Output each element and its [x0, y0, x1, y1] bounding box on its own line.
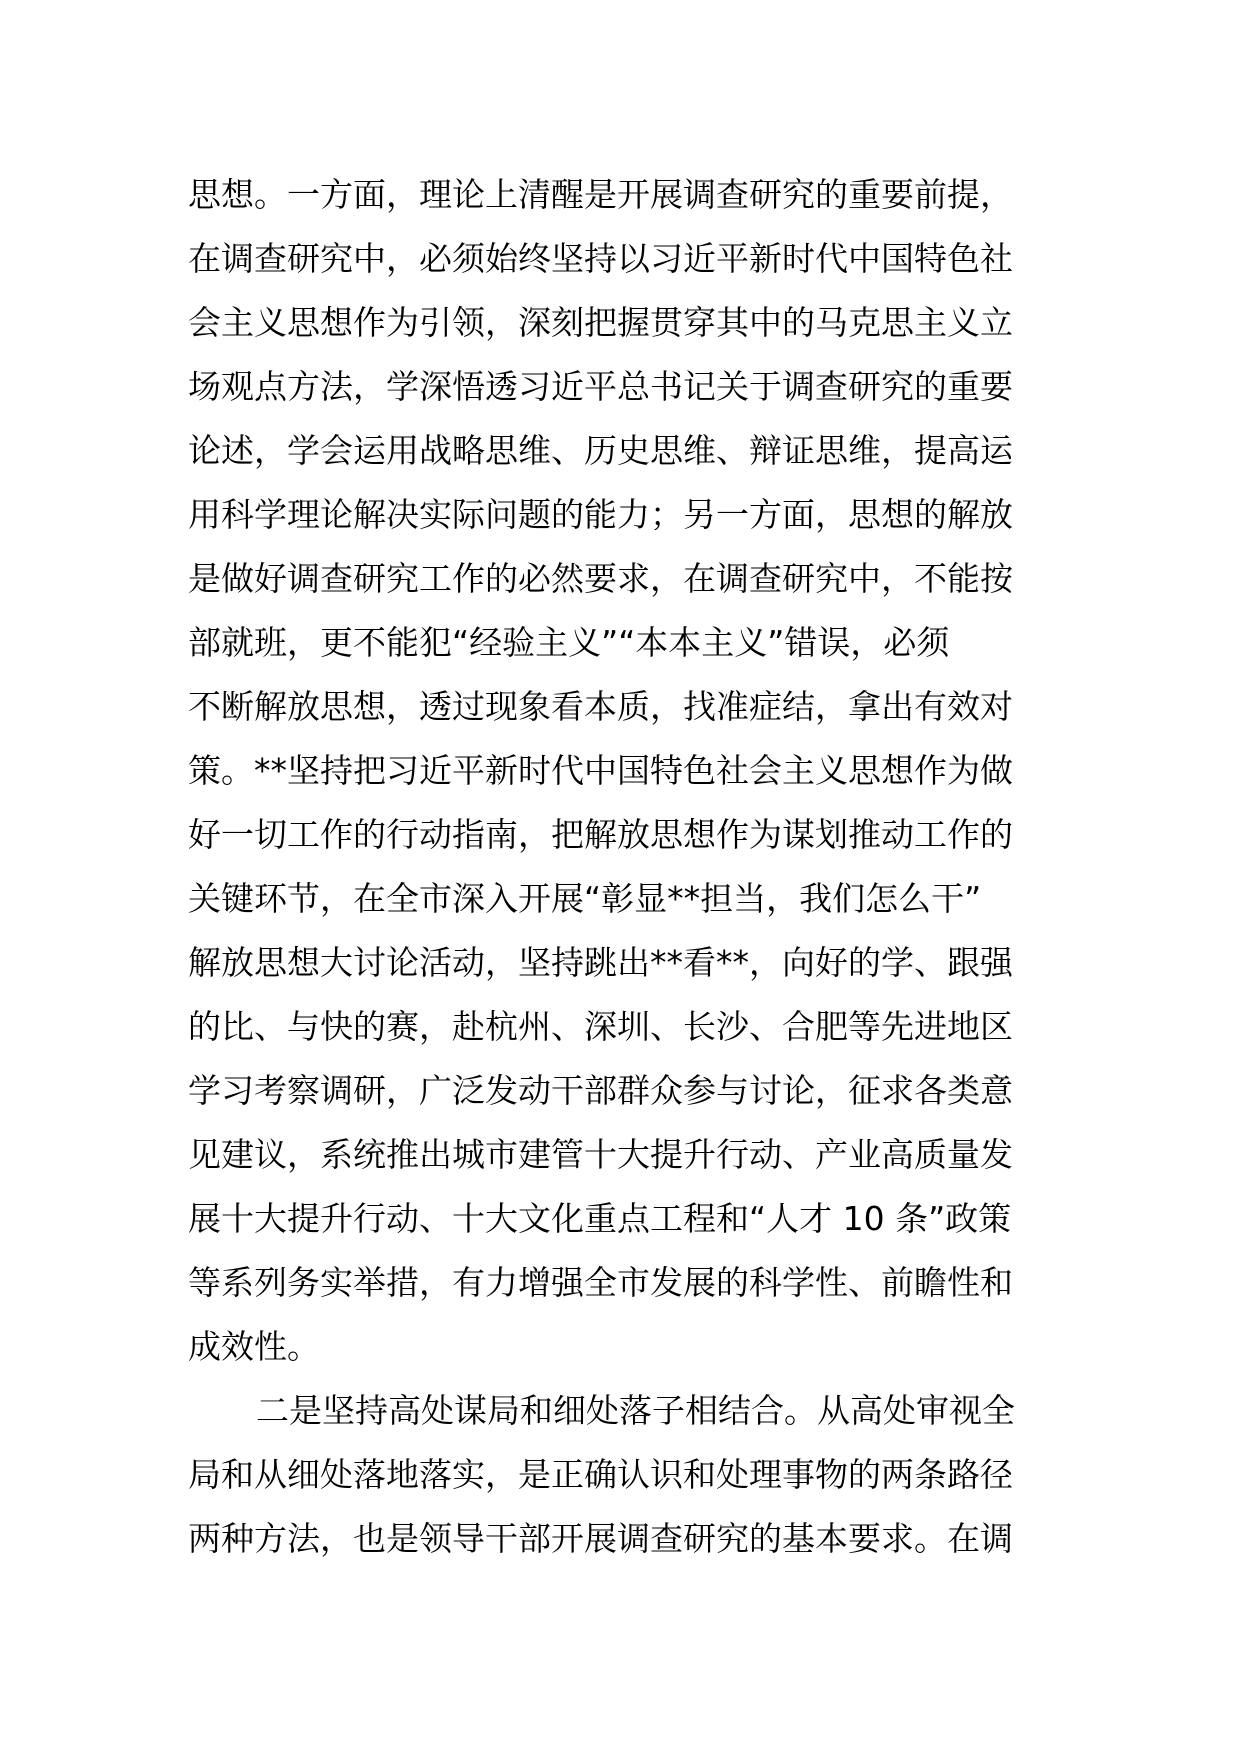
text-line: 的比、与快的赛，赴杭州、深圳、长沙、合肥等先进地区 [188, 1007, 1013, 1046]
text-line: 会主义思想作为引领，深刻把握贯穿其中的马克思主义立 [188, 303, 1013, 342]
text-line: 思想。一方面，理论上清醒是开展调查研究的重要前提， [188, 175, 1013, 214]
text-line: 用科学理论解决实际问题的能力；另一方面，思想的解放 [188, 495, 1013, 534]
text-line: 见建议，系统推出城市建管十大提升行动、产业高质量发 [188, 1135, 1013, 1174]
text-line: 部就班，更不能犯“经验主义”“本本主义”错误，必须 [188, 623, 950, 662]
text-line: 在调查研究中，必须始终坚持以习近平新时代中国特色社 [188, 239, 1013, 278]
text-line: 成效性。 [188, 1327, 320, 1366]
text-line: 展十大提升行动、十大文化重点工程和“人才 10 条”政策 [188, 1199, 1012, 1238]
text-line: 等系列务实举措，有力增强全市发展的科学性、前瞻性和 [188, 1263, 1013, 1302]
text-line: 是做好调查研究工作的必然要求，在调查研究中，不能按 [188, 559, 1013, 598]
text-line: 策。**坚持把习近平新时代中国特色社会主义思想作为做 [188, 751, 1013, 790]
text-line: 关键环节，在全市深入开展“彰显**担当，我们怎么干” [188, 879, 982, 918]
text-line: 好一切工作的行动指南，把解放思想作为谋划推动工作的 [188, 815, 1013, 854]
text-line: 不断解放思想，透过现象看本质，找准症结，拿出有效对 [188, 687, 1013, 726]
text-line: 解放思想大讨论活动，坚持跳出**看**，向好的学、跟强 [188, 943, 1013, 982]
paragraph-start-line: 二是坚持高处谋局和细处落子相结合。从高处审视全 [256, 1391, 1015, 1430]
text-line: 场观点方法，学深悟透习近平总书记关于调查研究的重要 [188, 367, 1013, 406]
text-line: 论述，学会运用战略思维、历史思维、辩证思维，提高运 [188, 431, 1013, 470]
text-line: 局和从细处落地落实，是正确认识和处理事物的两条路径 [188, 1455, 1013, 1494]
text-line: 学习考察调研，广泛发动干部群众参与讨论，征求各类意 [188, 1071, 1013, 1110]
text-line: 两种方法，也是领导干部开展调查研究的基本要求。在调 [188, 1519, 1013, 1558]
body-text [188, 163, 1058, 1571]
